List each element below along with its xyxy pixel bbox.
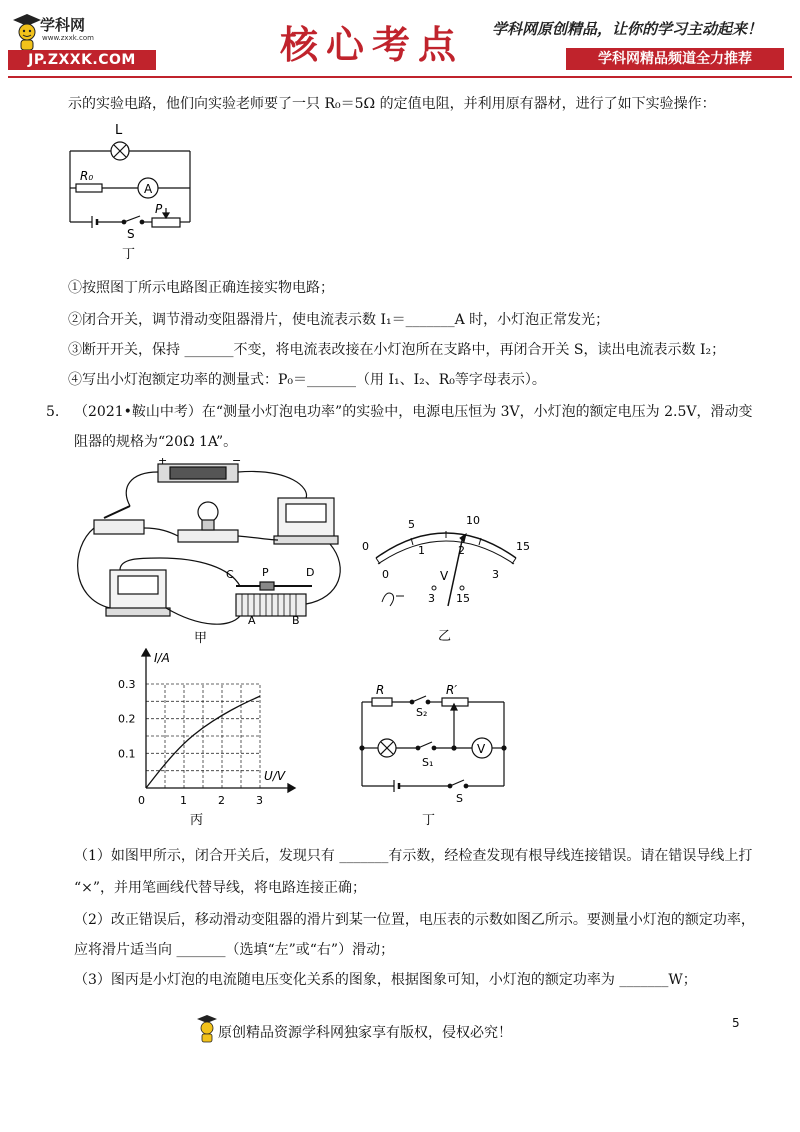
- dial-inner-3: 3: [492, 568, 499, 581]
- chart-origin-label: 0: [138, 794, 145, 807]
- logo-name: 学科网: [40, 16, 86, 34]
- circuit-diagram-ding-bottom: [356, 680, 516, 830]
- step-2: ②闭合开关，调节滑动变阻器滑片，使电流表示数 I₁＝_______A 时，小灯泡正常发光；: [68, 312, 610, 328]
- figure-caption-ding-bottom: 丁: [422, 813, 436, 828]
- q5-sub-3: （3）图丙是小灯泡的电流随电压变化关系的图象，根据图象可知，小灯泡的额定功率为 _______W；: [74, 972, 697, 988]
- chart-xlabel: U/V: [264, 769, 286, 783]
- ding-r-label: R: [376, 683, 385, 697]
- q5-sub-1-line-1: （1）如图甲所示，闭合开关后，发现只有 _______有示数，经检查发现有根导线连接错误。请在错误导线上打: [74, 848, 753, 864]
- rheostat-c-label: C: [226, 568, 234, 581]
- chart-ytick-label: 0.1: [118, 747, 136, 761]
- q5-line-1: （2021•鞍山中考）在“测量小灯泡电功率”的实验中，电源电压恒为 3V，小灯泡的额定电压为 2.5V，滑动变: [74, 404, 753, 420]
- rheostat-d-label: D: [306, 566, 315, 579]
- ding-s-label: S: [456, 792, 463, 805]
- q5-sub-2-line-2: 应将滑片适当向 _______（选填“左”或“右”）滑动；: [74, 942, 395, 958]
- iu-chart-bing: [112, 648, 302, 830]
- ding-voltmeter-label: V: [477, 742, 486, 756]
- chart-ytick-label: 0.3: [118, 678, 136, 691]
- chart-xtick-label: 3: [256, 794, 263, 807]
- step-3: ③断开开关，保持 _______不变，将电流表改接在小灯泡所在支路中，再闭合开关 S，读出电流表示数 I₂；: [68, 342, 726, 358]
- ding-s1-label: S₁: [422, 756, 434, 769]
- lamp-label: L: [115, 123, 123, 138]
- chart-xtick-label: 2: [218, 794, 225, 807]
- chart-grid: [146, 684, 260, 788]
- apparatus-figure-jia: [60, 458, 360, 648]
- circuit-diagram-ding-top: [60, 118, 200, 266]
- q5-number: 5.: [46, 404, 60, 420]
- ammeter-label: A: [144, 182, 153, 196]
- logo-url-banner[interactable]: JP.ZXXK.COM: [8, 50, 156, 70]
- dial-outer-5: 5: [408, 518, 415, 531]
- r0-label: R₀: [80, 169, 94, 183]
- rheostat-a-label: A: [248, 614, 256, 627]
- dial-outer-0: 0: [362, 540, 369, 553]
- q5-sub-2-line-1: （2）改正错误后，移动滑动变阻器的滑片到某一位置，电压表的示数如图乙所示。要测量小灯泡的额定功率，: [74, 912, 755, 928]
- dial-inner-1: 1: [418, 544, 425, 557]
- header-slogan: 学科网原创精品，让你的学习主动起来！: [492, 20, 763, 38]
- ding-s2-label: S₂: [416, 706, 428, 719]
- rheostat-p-label: P: [262, 566, 269, 579]
- ding-rprime-label: R′: [446, 683, 458, 697]
- dial-outer-10: 10: [466, 514, 480, 527]
- figure-caption-jia: 甲: [194, 631, 208, 646]
- switch-label: S: [127, 227, 135, 241]
- intro-text: 示的实验电路，他们向实验老师要了一只 R₀＝5Ω 的定值电阻，并利用原有器材，进行了如下实验操作：: [68, 96, 716, 112]
- dial-inner-0: 0: [382, 568, 389, 581]
- header-divider: [8, 76, 792, 78]
- logo-small-url: www.zxxk.com: [42, 34, 94, 42]
- figure-caption-ding-top: 丁: [122, 247, 136, 262]
- step-1: ①按照图丁所示电路图正确连接实物电路；: [68, 280, 334, 296]
- rheostat-b-label: B: [292, 614, 300, 627]
- page-number: 5: [732, 1016, 740, 1030]
- voltmeter-dial-figure-yi: [356, 498, 536, 648]
- footer-mascot-icon: [196, 1014, 218, 1044]
- chart-ylabel: I/A: [154, 651, 170, 665]
- slider-label: P: [155, 202, 163, 216]
- dial-outer-15: 15: [516, 540, 530, 553]
- footer-copyright: 原创精品资源学科网独家享有版权，侵权必究！: [218, 1025, 512, 1041]
- battery-plus-label: +: [158, 458, 168, 467]
- header-title: 核心考点: [280, 22, 465, 67]
- header-badge: 学科网精品频道全力推荐: [566, 48, 784, 70]
- figure-caption-yi: 乙: [438, 629, 452, 644]
- battery-minus-label: −: [232, 458, 242, 467]
- dial-inner-2: 2: [458, 544, 465, 557]
- step-4: ④写出小灯泡额定功率的测量式：P₀＝_______（用 I₁、I₂、R₀等字母表示）。: [68, 372, 546, 388]
- chart-ytick-label: 0.2: [118, 712, 136, 726]
- q5-line-2: 阻器的规格为“20Ω 1A”。: [74, 434, 238, 450]
- terminal-15: 15: [456, 592, 470, 605]
- mascot-icon: [12, 12, 42, 52]
- dial-unit: V: [440, 569, 449, 583]
- chart-xtick-label: 1: [180, 794, 187, 807]
- q5-sub-1-line-2: “×”，并用笔画线代替导线，将电路连接正确；: [74, 880, 367, 896]
- terminal-3: 3: [428, 592, 435, 605]
- figure-caption-bing: 丙: [190, 813, 204, 828]
